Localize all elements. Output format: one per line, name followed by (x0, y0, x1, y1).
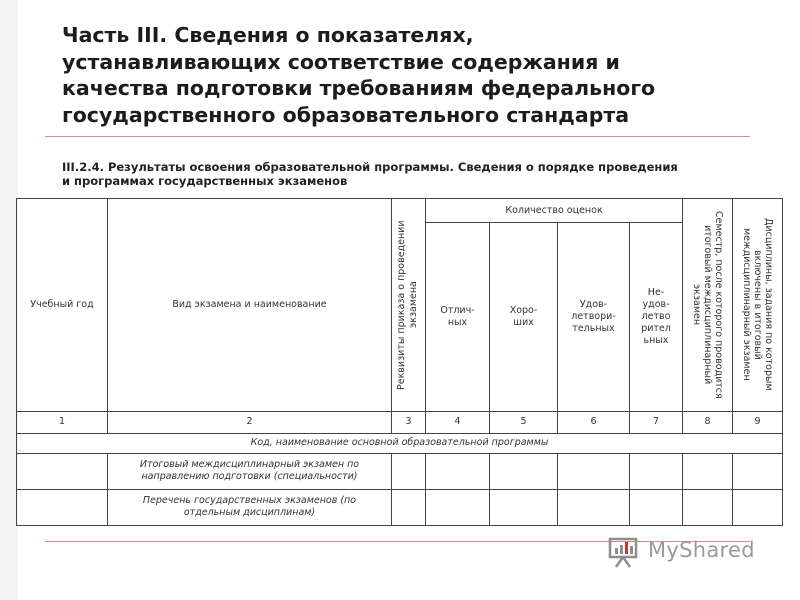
header-exam-type: Вид экзамена и наименование (108, 199, 392, 412)
title-line-2: устанавливающих соответствие содержания и (62, 49, 620, 74)
column-number: 4 (426, 411, 490, 433)
section-subtitle (62, 160, 782, 188)
header-order-details-text: Реквизиты приказа о проведении экзамена (395, 220, 419, 390)
state-exams-row-label: Перечень государственных экзаменов (по отдельным дисциплинам) (108, 489, 392, 525)
header-unsatisfactory: Не- удов- летво рител ьных (630, 223, 683, 412)
table-cell (490, 489, 558, 525)
table-cell (392, 453, 426, 489)
title-line-1: Часть III. Сведения о показателях, (62, 23, 474, 47)
column-number: 6 (558, 411, 630, 433)
table-cell (426, 489, 490, 525)
table-cell (630, 489, 683, 525)
title-divider (45, 136, 750, 137)
table-cell (392, 489, 426, 525)
table-cell (733, 453, 783, 489)
header-order-details (392, 199, 426, 412)
header-semester-text: Семестр, после которого проводится итоговый междисциплинарный экзамен (691, 210, 725, 399)
exam-results-table (16, 198, 783, 526)
table-cell (426, 453, 490, 489)
header-disciplines (733, 199, 783, 412)
slide-title (62, 22, 762, 128)
header-disciplines-text: Дисциплины, задания по которым включены в итоговый междисциплинарный экзамен (741, 218, 775, 392)
table-cell (683, 489, 733, 525)
program-row: Код, наименование основной образовательной программы (17, 433, 783, 453)
title-line-3: качества подготовки требованиям федерального (62, 76, 656, 100)
column-number: 1 (17, 411, 108, 433)
column-number: 3 (392, 411, 426, 433)
column-number: 2 (108, 411, 392, 433)
column-number: 9 (733, 411, 783, 433)
watermark-text: MyShared (648, 538, 755, 562)
table-cell (558, 489, 630, 525)
header-academic-year: Учебный год (17, 199, 108, 412)
table-cell (683, 453, 733, 489)
column-number: 7 (630, 411, 683, 433)
table-cell (558, 453, 630, 489)
header-excellent: Отлич- ных (426, 223, 490, 412)
column-number: 5 (490, 411, 558, 433)
table-cell (490, 453, 558, 489)
title-line-4: государственного образовательного стандарта (62, 102, 630, 127)
subtitle-line-2: и программах государственных экзаменов (62, 174, 348, 188)
table-cell (630, 453, 683, 489)
table-cell (733, 489, 783, 525)
final-exam-row-label: Итоговый междисциплинарный экзамен по направлению подготовки (специальности) (108, 453, 392, 489)
header-satisfactory: Удов- летвори- тельных (558, 223, 630, 412)
table-cell (17, 489, 108, 525)
header-good: Хоро- ших (490, 223, 558, 412)
presentation-board-icon (606, 536, 642, 570)
header-semester (683, 199, 733, 412)
header-grades-count: Количество оценок (426, 199, 683, 223)
column-number: 8 (683, 411, 733, 433)
subtitle-line-1: III.2.4. Результаты освоения образовательной программы. Сведения о порядке проведения (62, 160, 678, 174)
table-cell (17, 453, 108, 489)
watermark (606, 536, 776, 570)
